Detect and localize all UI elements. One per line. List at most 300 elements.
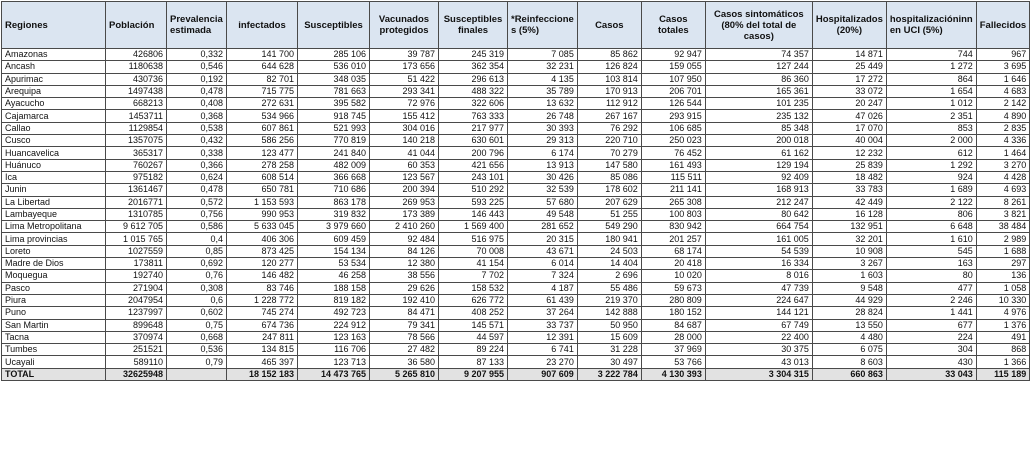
table-cell: 80 642 — [705, 208, 812, 220]
table-cell: 158 532 — [439, 282, 508, 294]
table-cell: 0,338 — [167, 147, 227, 159]
table-cell: 80 — [886, 270, 976, 282]
table-row — [2, 147, 1030, 159]
region-cell: TOTAL — [2, 368, 106, 380]
table-cell: 43 671 — [508, 245, 578, 257]
table-cell: 534 966 — [227, 110, 298, 122]
table-cell: 33 043 — [886, 368, 976, 380]
table-cell: 549 290 — [577, 221, 641, 233]
table-cell: 0,668 — [167, 331, 227, 343]
table-cell: 10 330 — [976, 294, 1029, 306]
table-cell: 1 015 765 — [106, 233, 167, 245]
table-cell: 154 134 — [298, 245, 370, 257]
table-cell: 57 680 — [508, 196, 578, 208]
table-cell: 0,692 — [167, 258, 227, 270]
table-cell: 348 035 — [298, 73, 370, 85]
table-cell: 2 142 — [976, 98, 1029, 110]
table-cell: 250 023 — [641, 135, 705, 147]
table-row — [2, 356, 1030, 368]
table-cell: 1027559 — [106, 245, 167, 257]
table-cell: 0,79 — [167, 356, 227, 368]
table-cell: 1 441 — [886, 307, 976, 319]
table-row — [2, 331, 1030, 343]
region-cell: Pasco — [2, 282, 106, 294]
table-cell: 173 389 — [370, 208, 439, 220]
table-cell: 14 473 765 — [298, 368, 370, 380]
table-cell: 1 153 593 — [227, 196, 298, 208]
table-row — [2, 85, 1030, 97]
table-cell: 4 480 — [812, 331, 886, 343]
table-cell: 14 871 — [812, 49, 886, 61]
table-cell: 159 055 — [641, 61, 705, 73]
table-cell: 0,408 — [167, 98, 227, 110]
table-cell: 6 741 — [508, 344, 578, 356]
table-row — [2, 49, 1030, 61]
table-cell: 1 012 — [886, 98, 976, 110]
table-cell: 243 101 — [439, 171, 508, 183]
table-cell: 1453711 — [106, 110, 167, 122]
table-cell: 123 713 — [298, 356, 370, 368]
region-cell: Loreto — [2, 245, 106, 257]
table-cell: 86 360 — [705, 73, 812, 85]
table-cell: 304 — [886, 344, 976, 356]
table-cell: 2 835 — [976, 122, 1029, 134]
table-cell: 38 484 — [976, 221, 1029, 233]
table-cell: 626 772 — [439, 294, 508, 306]
table-cell: 53 766 — [641, 356, 705, 368]
table-cell: 224 647 — [705, 294, 812, 306]
col-header-infectados: infectados — [227, 2, 298, 49]
table-cell: 127 244 — [705, 61, 812, 73]
table-cell: 84 687 — [641, 319, 705, 331]
table-cell: 0,368 — [167, 110, 227, 122]
table-cell: 140 218 — [370, 135, 439, 147]
col-header-prevalencia: Prevalencia estimada — [167, 2, 227, 49]
table-cell: 30 497 — [577, 356, 641, 368]
table-cell: 20 315 — [508, 233, 578, 245]
table-cell: 395 582 — [298, 98, 370, 110]
table-cell: 92 947 — [641, 49, 705, 61]
table-cell: 1 366 — [976, 356, 1029, 368]
table-cell: 22 400 — [705, 331, 812, 343]
table-cell: 1 603 — [812, 270, 886, 282]
table-cell: 630 601 — [439, 135, 508, 147]
table-cell: 132 951 — [812, 221, 886, 233]
table-cell: 200 796 — [439, 147, 508, 159]
table-cell: 42 449 — [812, 196, 886, 208]
table-cell: 864 — [886, 73, 976, 85]
table-cell — [167, 368, 227, 380]
table-cell: 607 861 — [227, 122, 298, 134]
table-row — [2, 270, 1030, 282]
region-cell: Junin — [2, 184, 106, 196]
table-cell: 170 913 — [577, 85, 641, 97]
table-row — [2, 282, 1030, 294]
table-cell: 220 710 — [577, 135, 641, 147]
table-cell: 990 953 — [227, 208, 298, 220]
table-cell: 2047954 — [106, 294, 167, 306]
table-cell: 53 534 — [298, 258, 370, 270]
table-cell: 74 357 — [705, 49, 812, 61]
table-cell: 161 005 — [705, 233, 812, 245]
table-cell: 644 628 — [227, 61, 298, 73]
table-cell: 224 912 — [298, 319, 370, 331]
table-cell: 465 397 — [227, 356, 298, 368]
table-row — [2, 135, 1030, 147]
table-cell: 61 439 — [508, 294, 578, 306]
table-cell: 296 613 — [439, 73, 508, 85]
table-cell: 10 020 — [641, 270, 705, 282]
table-cell: 4 890 — [976, 110, 1029, 122]
table-cell: 219 370 — [577, 294, 641, 306]
table-cell: 516 975 — [439, 233, 508, 245]
table-cell: 677 — [886, 319, 976, 331]
table-cell: 178 602 — [577, 184, 641, 196]
region-cell: Puno — [2, 307, 106, 319]
table-cell: 168 913 — [705, 184, 812, 196]
table-cell: 2 989 — [976, 233, 1029, 245]
table-cell: 23 270 — [508, 356, 578, 368]
table-cell: 28 000 — [641, 331, 705, 343]
table-cell: 0,432 — [167, 135, 227, 147]
table-cell: 13 632 — [508, 98, 578, 110]
total-row — [2, 368, 1030, 380]
table-cell: 4 683 — [976, 85, 1029, 97]
table-cell: 491 — [976, 331, 1029, 343]
table-cell: 0,624 — [167, 171, 227, 183]
table-cell: 668213 — [106, 98, 167, 110]
table-cell: 430 — [886, 356, 976, 368]
region-cell: Ucayali — [2, 356, 106, 368]
table-cell: 907 609 — [508, 368, 578, 380]
table-cell: 76 292 — [577, 122, 641, 134]
table-cell: 426806 — [106, 49, 167, 61]
table-cell: 319 832 — [298, 208, 370, 220]
table-cell: 161 493 — [641, 159, 705, 171]
table-cell: 200 394 — [370, 184, 439, 196]
region-cell: La Libertad — [2, 196, 106, 208]
table-cell: 6 075 — [812, 344, 886, 356]
table-cell: 4 130 393 — [641, 368, 705, 380]
region-cell: Piura — [2, 294, 106, 306]
table-cell: 830 942 — [641, 221, 705, 233]
table-cell: 126 824 — [577, 61, 641, 73]
table-cell: 918 745 — [298, 110, 370, 122]
table-cell: 12 391 — [508, 331, 578, 343]
table-cell: 3 270 — [976, 159, 1029, 171]
table-cell: 304 016 — [370, 122, 439, 134]
table-cell: 322 606 — [439, 98, 508, 110]
table-cell: 30 375 — [705, 344, 812, 356]
table-cell: 115 511 — [641, 171, 705, 183]
region-cell: Huancavelica — [2, 147, 106, 159]
region-cell: Ica — [2, 171, 106, 183]
table-body — [2, 49, 1030, 381]
table-cell: 85 086 — [577, 171, 641, 183]
table-cell: 44 929 — [812, 294, 886, 306]
table-cell: 278 258 — [227, 159, 298, 171]
table-cell: 853 — [886, 122, 976, 134]
table-cell: 30 426 — [508, 171, 578, 183]
table-cell: 54 539 — [705, 245, 812, 257]
table-cell: 83 746 — [227, 282, 298, 294]
table-cell: 0,478 — [167, 184, 227, 196]
table-cell: 212 247 — [705, 196, 812, 208]
table-cell: 25 839 — [812, 159, 886, 171]
table-row — [2, 196, 1030, 208]
table-row — [2, 294, 1030, 306]
table-cell: 85 862 — [577, 49, 641, 61]
table-cell: 245 319 — [439, 49, 508, 61]
table-cell: 41 044 — [370, 147, 439, 159]
table-cell: 0,536 — [167, 344, 227, 356]
table-cell: 32625948 — [106, 368, 167, 380]
table-cell: 217 977 — [439, 122, 508, 134]
table-row — [2, 307, 1030, 319]
table-cell: 146 443 — [439, 208, 508, 220]
table-row — [2, 184, 1030, 196]
table-cell: 18 482 — [812, 171, 886, 183]
table-cell: 760267 — [106, 159, 167, 171]
table-cell: 873 425 — [227, 245, 298, 257]
table-cell: 975182 — [106, 171, 167, 183]
table-cell: 84 471 — [370, 307, 439, 319]
table-cell: 46 258 — [298, 270, 370, 282]
table-cell: 103 814 — [577, 73, 641, 85]
table-cell: 0,478 — [167, 85, 227, 97]
table-cell: 173 656 — [370, 61, 439, 73]
table-cell: 61 162 — [705, 147, 812, 159]
table-cell: 366 668 — [298, 171, 370, 183]
table-row — [2, 208, 1030, 220]
table-cell: 4 187 — [508, 282, 578, 294]
table-cell: 39 787 — [370, 49, 439, 61]
table-cell: 134 815 — [227, 344, 298, 356]
table-cell: 129 194 — [705, 159, 812, 171]
table-cell: 37 264 — [508, 307, 578, 319]
table-cell: 30 393 — [508, 122, 578, 134]
col-header-casos: Casos — [577, 2, 641, 49]
table-cell: 9 548 — [812, 282, 886, 294]
table-cell: 0,538 — [167, 122, 227, 134]
col-header-reinfecciones: *Reinfeccione s (5%) — [508, 2, 578, 49]
table-cell: 1 376 — [976, 319, 1029, 331]
region-cell: Moquegua — [2, 270, 106, 282]
table-cell: 241 840 — [298, 147, 370, 159]
table-cell: 44 597 — [439, 331, 508, 343]
col-header-vacunados: Vacunados protegidos — [370, 2, 439, 49]
table-cell: 0,602 — [167, 307, 227, 319]
table-cell: 0,192 — [167, 73, 227, 85]
table-row — [2, 61, 1030, 73]
table-cell: 781 663 — [298, 85, 370, 97]
table-cell: 281 652 — [508, 221, 578, 233]
table-cell: 2 246 — [886, 294, 976, 306]
table-cell: 165 361 — [705, 85, 812, 97]
table-cell: 180 941 — [577, 233, 641, 245]
table-cell: 20 418 — [641, 258, 705, 270]
table-cell: 745 274 — [227, 307, 298, 319]
table-cell: 362 354 — [439, 61, 508, 73]
table-cell: 163 — [886, 258, 976, 270]
table-cell: 10 908 — [812, 245, 886, 257]
table-cell: 147 580 — [577, 159, 641, 171]
table-cell: 488 322 — [439, 85, 508, 97]
table-cell: 492 723 — [298, 307, 370, 319]
table-cell: 863 178 — [298, 196, 370, 208]
table-row — [2, 73, 1030, 85]
table-cell: 521 993 — [298, 122, 370, 134]
table-cell: 16 334 — [705, 258, 812, 270]
table-cell: 2 351 — [886, 110, 976, 122]
region-cell: Huánuco — [2, 159, 106, 171]
table-cell: 180 152 — [641, 307, 705, 319]
region-cell: Tumbes — [2, 344, 106, 356]
table-cell: 26 748 — [508, 110, 578, 122]
covid-projection-table — [1, 1, 1030, 381]
table-row — [2, 221, 1030, 233]
table-row — [2, 233, 1030, 245]
col-header-hospitalizados: Hospitalizados (20%) — [812, 2, 886, 49]
table-cell: 123 163 — [298, 331, 370, 343]
table-cell: 4 976 — [976, 307, 1029, 319]
table-cell: 1 646 — [976, 73, 1029, 85]
table-cell: 967 — [976, 49, 1029, 61]
table-cell: 430736 — [106, 73, 167, 85]
table-cell: 70 279 — [577, 147, 641, 159]
table-row — [2, 344, 1030, 356]
table-cell: 1357075 — [106, 135, 167, 147]
col-header-casos-sintomaticos: Casos sintomáticos (80% del total de casos) — [705, 2, 812, 49]
table-cell: 68 174 — [641, 245, 705, 257]
region-cell: Lima provincias — [2, 233, 106, 245]
table-cell: 7 085 — [508, 49, 578, 61]
table-cell: 271904 — [106, 282, 167, 294]
table-cell: 265 308 — [641, 196, 705, 208]
table-cell: 192740 — [106, 270, 167, 282]
table-cell: 6 648 — [886, 221, 976, 233]
table-cell: 12 380 — [370, 258, 439, 270]
col-header-regiones: Regiones — [2, 2, 106, 49]
table-cell: 924 — [886, 171, 976, 183]
table-cell: 78 566 — [370, 331, 439, 343]
table-cell: 5 265 810 — [370, 368, 439, 380]
table-cell: 142 888 — [577, 307, 641, 319]
table-cell: 272 631 — [227, 98, 298, 110]
table-cell: 744 — [886, 49, 976, 61]
table-cell: 0,75 — [167, 319, 227, 331]
table-cell: 7 702 — [439, 270, 508, 282]
table-cell: 188 158 — [298, 282, 370, 294]
table-cell: 0,572 — [167, 196, 227, 208]
table-cell: 136 — [976, 270, 1029, 282]
table-cell: 146 482 — [227, 270, 298, 282]
table-cell: 0,332 — [167, 49, 227, 61]
table-cell: 17 272 — [812, 73, 886, 85]
table-cell: 0,756 — [167, 208, 227, 220]
table-cell: 3 979 660 — [298, 221, 370, 233]
col-header-uci: hospitalizacióninn en UCI (5%) — [886, 2, 976, 49]
table-cell: 115 189 — [976, 368, 1029, 380]
region-cell: Madre de Dios — [2, 258, 106, 270]
table-cell: 482 009 — [298, 159, 370, 171]
header-row — [2, 2, 1030, 49]
table-cell: 408 252 — [439, 307, 508, 319]
table-cell: 285 106 — [298, 49, 370, 61]
col-header-susceptibles-finales: Susceptibles finales — [439, 2, 508, 49]
region-cell: Arequipa — [2, 85, 106, 97]
table-cell: 406 306 — [227, 233, 298, 245]
table-cell: 51 255 — [577, 208, 641, 220]
table-cell: 35 789 — [508, 85, 578, 97]
table-row — [2, 110, 1030, 122]
table-cell: 85 348 — [705, 122, 812, 134]
table-cell: 16 128 — [812, 208, 886, 220]
table-cell: 545 — [886, 245, 976, 257]
table-cell: 79 341 — [370, 319, 439, 331]
table-cell: 9 207 955 — [439, 368, 508, 380]
table-cell: 29 626 — [370, 282, 439, 294]
table-cell: 1 228 772 — [227, 294, 298, 306]
table-row — [2, 258, 1030, 270]
table-cell: 0,308 — [167, 282, 227, 294]
table-cell: 1361467 — [106, 184, 167, 196]
table-cell: 267 167 — [577, 110, 641, 122]
table-cell: 586 256 — [227, 135, 298, 147]
table-cell: 806 — [886, 208, 976, 220]
table-cell: 1310785 — [106, 208, 167, 220]
table-cell: 47 026 — [812, 110, 886, 122]
table-cell: 87 133 — [439, 356, 508, 368]
table-cell: 100 803 — [641, 208, 705, 220]
table-cell: 13 550 — [812, 319, 886, 331]
table-cell: 211 141 — [641, 184, 705, 196]
region-cell: Cajamarca — [2, 110, 106, 122]
table-cell: 206 701 — [641, 85, 705, 97]
col-header-fallecidos: Fallecidos — [976, 2, 1029, 49]
table-cell: 33 783 — [812, 184, 886, 196]
table-cell: 609 459 — [298, 233, 370, 245]
table-row — [2, 98, 1030, 110]
table-cell: 510 292 — [439, 184, 508, 196]
region-cell: Apurimac — [2, 73, 106, 85]
table-cell: 297 — [976, 258, 1029, 270]
table-cell: 660 863 — [812, 368, 886, 380]
table-cell: 0,586 — [167, 221, 227, 233]
table-cell: 82 701 — [227, 73, 298, 85]
table-cell: 0,85 — [167, 245, 227, 257]
table-cell: 116 706 — [298, 344, 370, 356]
table-cell: 76 452 — [641, 147, 705, 159]
region-cell: Tacna — [2, 331, 106, 343]
table-cell: 70 008 — [439, 245, 508, 257]
table-cell: 207 629 — [577, 196, 641, 208]
table-cell: 2016771 — [106, 196, 167, 208]
table-cell: 120 277 — [227, 258, 298, 270]
table-cell: 126 544 — [641, 98, 705, 110]
table-cell: 4 693 — [976, 184, 1029, 196]
table-cell: 28 824 — [812, 307, 886, 319]
table-cell: 536 010 — [298, 61, 370, 73]
table-cell: 173811 — [106, 258, 167, 270]
table-cell: 280 809 — [641, 294, 705, 306]
table-cell: 92 484 — [370, 233, 439, 245]
col-header-susceptibles: Susceptibles — [298, 2, 370, 49]
table-cell: 770 819 — [298, 135, 370, 147]
table-cell: 50 950 — [577, 319, 641, 331]
table-cell: 715 775 — [227, 85, 298, 97]
table-cell: 27 482 — [370, 344, 439, 356]
